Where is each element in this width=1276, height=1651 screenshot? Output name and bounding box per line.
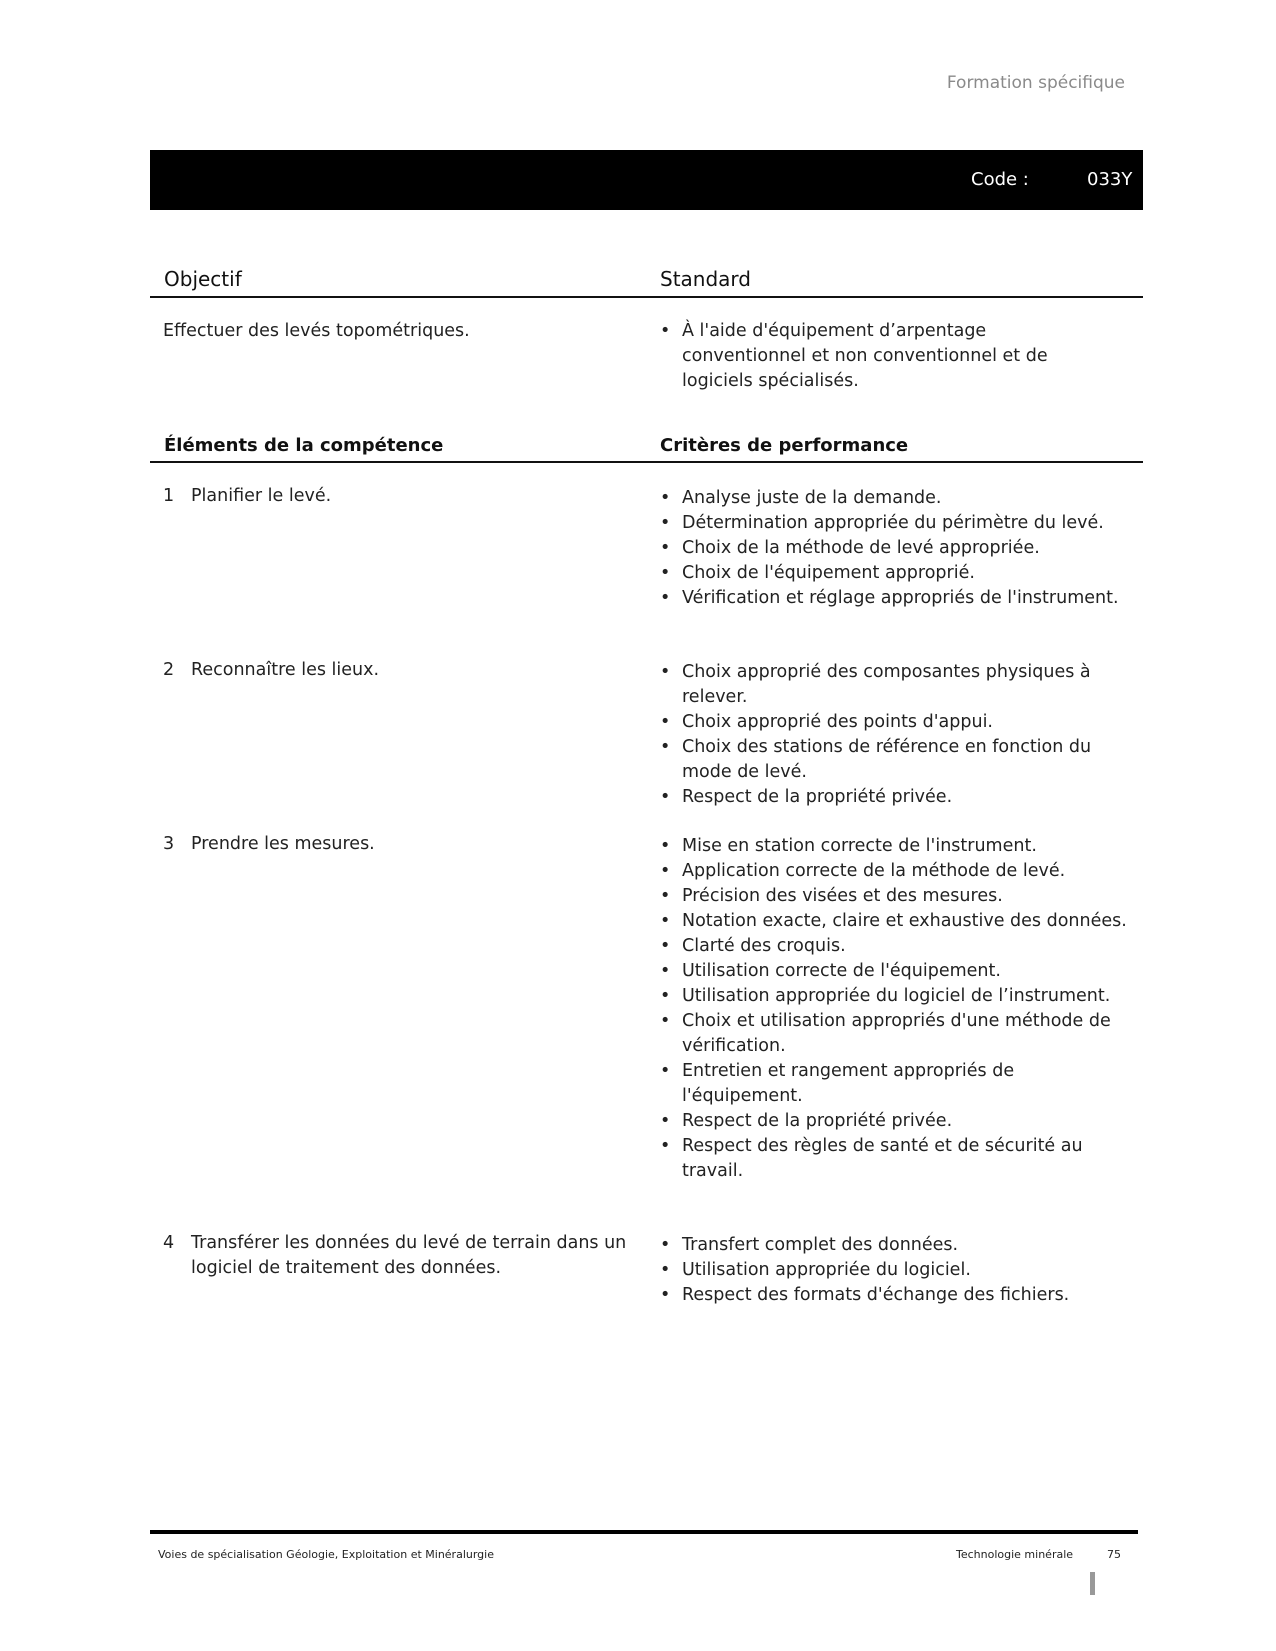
criteria-item: • Précision des visées et des mesures. xyxy=(660,884,1130,909)
code-label: Code : xyxy=(971,169,1029,190)
elements-header: Éléments de la compétence xyxy=(164,435,444,456)
criteria-item: • Utilisation correcte de l'équipement. xyxy=(660,959,1130,984)
competence-element xyxy=(163,832,633,857)
criteria-list xyxy=(660,486,1130,611)
criteria-item: • Choix et utilisation appropriés d'une méthode de vérification. xyxy=(660,1009,1130,1059)
standard-header: Standard xyxy=(660,267,751,291)
criteria-item: • Clarté des croquis. xyxy=(660,934,1130,959)
criteria-item: • Vérification et réglage appropriés de l'instrument. xyxy=(660,586,1130,611)
element-label: Reconnaître les lieux. xyxy=(191,660,380,680)
criteria-item: • Utilisation appropriée du logiciel. xyxy=(660,1258,1130,1283)
criteria-item: • Respect des règles de santé et de sécurité au travail. xyxy=(660,1134,1130,1184)
element-label: Planifier le levé. xyxy=(191,486,332,506)
standard-list xyxy=(660,319,1090,394)
header-rule xyxy=(150,296,1143,298)
criteria-item: • Analyse juste de la demande. xyxy=(660,486,1130,511)
element-label: Prendre les mesures. xyxy=(191,834,375,854)
criteria-item: • Détermination appropriée du périmètre du levé. xyxy=(660,511,1130,536)
criteria-item: • Mise en station correcte de l'instrument. xyxy=(660,834,1130,859)
element-number: 4 xyxy=(163,1233,175,1253)
criteria-item: • Transfert complet des données. xyxy=(660,1233,1130,1258)
footer-left: Voies de spécialisation Géologie, Exploitation et Minéralurgie xyxy=(158,1548,494,1561)
margin-marker xyxy=(1090,1572,1095,1595)
criteria-item: • Utilisation appropriée du logiciel de l’instrument. xyxy=(660,984,1130,1009)
criteria-item: • Choix approprié des points d'appui. xyxy=(660,710,1130,735)
criteria-item: • Application correcte de la méthode de levé. xyxy=(660,859,1130,884)
criteria-list xyxy=(660,660,1130,810)
criteria-item: • Notation exacte, claire et exhaustive des données. xyxy=(660,909,1130,934)
criteria-header: Critères de performance xyxy=(660,435,909,456)
criteria-item: • Respect de la propriété privée. xyxy=(660,785,1130,810)
footer-program: Technologie minérale xyxy=(956,1548,1074,1561)
criteria-item: • Choix de l'équipement approprié. xyxy=(660,561,1130,586)
criteria-item: • Respect de la propriété privée. xyxy=(660,1109,1130,1134)
competence-element xyxy=(163,1231,633,1281)
running-header: Formation spécifique xyxy=(946,73,1125,93)
code-value: 033Y xyxy=(1087,169,1133,190)
criteria-list xyxy=(660,834,1130,1184)
page-number: 75 xyxy=(1107,1548,1121,1561)
element-number: 3 xyxy=(163,834,175,854)
objective-text: Effectuer des levés topométriques. xyxy=(163,321,470,341)
criteria-item: • Choix de la méthode de levé appropriée. xyxy=(660,536,1130,561)
standard-item: • À l'aide d'équipement d’arpentage conventionnel et non conventionnel et de logiciels spécialisés. xyxy=(660,319,1090,394)
criteria-item: • Choix des stations de référence en fonction du mode de levé. xyxy=(660,735,1130,785)
criteria-item: • Choix approprié des composantes physiques à relever. xyxy=(660,660,1130,710)
header-rule xyxy=(150,461,1143,463)
criteria-list xyxy=(660,1233,1130,1308)
element-label: Transférer les données du levé de terrain dans un logiciel de traitement des données. xyxy=(191,1233,627,1278)
criteria-item: • Entretien et rangement appropriés de l'équipement. xyxy=(660,1059,1130,1109)
element-number: 2 xyxy=(163,660,175,680)
element-number: 1 xyxy=(163,486,175,506)
competence-element xyxy=(163,658,633,683)
footer-rule xyxy=(150,1530,1138,1534)
objective-header: Objectif xyxy=(164,267,242,291)
criteria-item: • Respect des formats d'échange des fichiers. xyxy=(660,1283,1130,1308)
competence-element xyxy=(163,484,633,509)
